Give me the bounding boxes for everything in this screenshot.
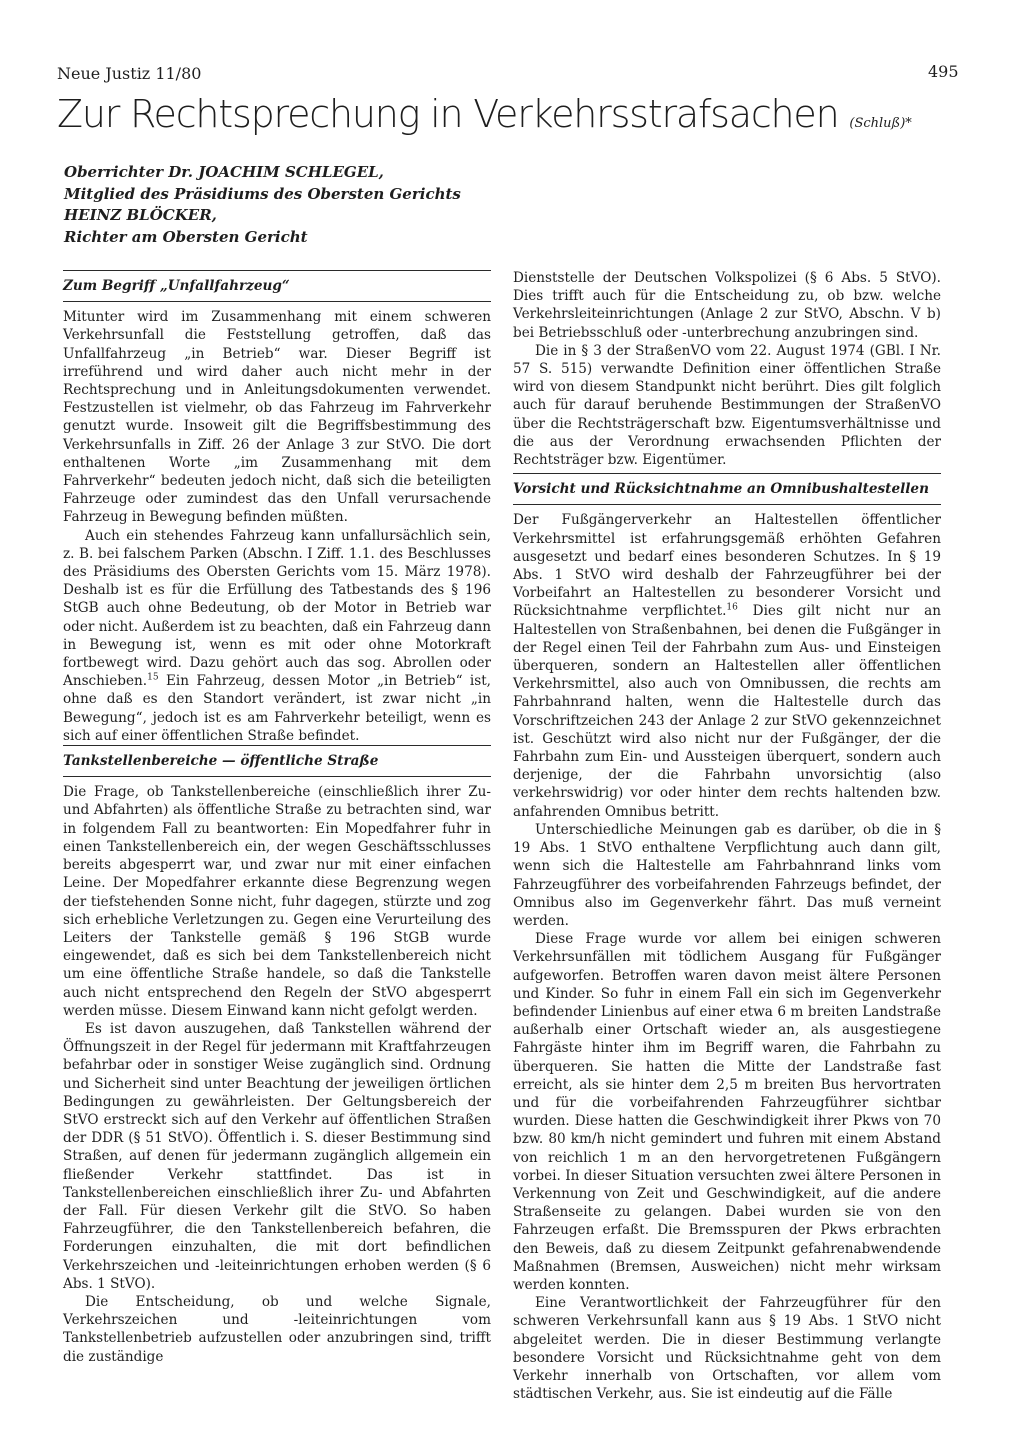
author-line: HEINZ BLÖCKER, bbox=[64, 206, 217, 224]
section-rule bbox=[63, 745, 491, 746]
page-number: 495 bbox=[928, 62, 959, 81]
author-line: Oberrichter Dr. JOACHIM SCHLEGEL, bbox=[64, 163, 384, 181]
paragraph: Die in § 3 der StraßenVO vom 22. August 1974 (GBl. I Nr. 57 S. 515) verwandte Definition einer öffentlichen Straße wird von diesem Standpunkt nicht berührt. Dies gilt folglich auch für darauf beruhende Bestimmungen der StraßenVO über die Rechtsträgerschaft bzw. Eigentumsverhältnisse und die aus der Verordnung erwachsenden Pflichten der Rechtsträger bzw. Eigentümer. bbox=[513, 342, 941, 469]
paragraph-text: Der Fußgängerverkehr an Haltestellen öffentlicher Verkehrsmittel ist erfahrungsgemäß erhöhten Gefahren ausgesetzt und bedarf eines besonderen Schutzes. In § 19 Abs. 1 StVO wird deshalb der Fahrzeugführer bei der Vorbeifahrt an Haltestellen zu besonderer Vorsicht und Rücksichtnahme verpflichtet. bbox=[513, 512, 941, 620]
section-rule bbox=[63, 270, 491, 271]
paragraph: Eine Verantwortlichkeit der Fahrzeugführer für den schweren Verkehrsunfall kann aus § 19 Abs. 1 StVO nicht abgeleitet werden. Die in dieser Bestimmung verlangte besondere Vorsicht und Rücksichtnahme geht von dem Verkehr innerhalb von Ortschaften, vor allem vom städtischen Verkehr, aus. Sie ist eindeutig auf die Fälle bbox=[513, 1295, 941, 1403]
author-line: Mitglied des Präsidiums des Obersten Gerichts bbox=[64, 184, 461, 203]
paragraph-text: Dies gilt nicht nur an Haltestellen von Straßenbahnen, bei denen die Fußgänger in der Regel einen Teil der Fahrbahn zum Aus- und Einsteigen überqueren, sondern an Haltestellen aller öffentlichen Verkehrsmittel, also auch von Omnibussen, die rechts am Fahrbahnrand halten, wenn die Haltestelle durch das Vorschriftzeichen 243 der Anlage 2 zur StVO gekennzeichnet ist. Geschützt wird also nicht nur der Fußgänger, der die Fahrbahn zum Ein- und Aussteigen überquert, sondern auch derjenige, der die Fahrbahn unvorsichtig (also verkehrswidrig) vor oder hinter dem rechts haltenden bzw. anfahrenden Omnibus betritt. bbox=[513, 603, 941, 820]
paragraph bbox=[63, 527, 491, 745]
paragraph: Es ist davon auszugehen, daß Tankstellen während der Öffnungszeit in der Regel für jedermann mit Kraftfahrzeugen befahrbar oder in sonstiger Weise zugänglich sind. Ordnung und Sicherheit sind unter Beachtung der jeweiligen örtlichen Bedingungen zu gewährleisten. Der Geltungsbereich der StVO erstreckt sich auf den Verkehr auf öffentlichen Straßen der DDR (§ 51 StVO). Öffentlich i. S. dieser Bestimmung sind Straßen, auf denen für jedermann zugänglich allgemein ein fließender Verkehr stattfindet. Das ist in Tankstellenbereichen einschließlich ihrer Zu- und Abfahrten der Fall. Für diesen Verkehr gilt die StVO. So haben Fahrzeugführer, die den Tankstellenbereich befahren, die Forderungen einzuhalten, die mit dort befindlichen Verkehrszeichen und -leiteinrichtungen erhoben werden (§ 6 Abs. 1 StVO). bbox=[63, 1020, 491, 1292]
paragraph: Diese Frage wurde vor allem bei einigen schweren Verkehrsunfällen mit tödlichem Ausgang für Fußgänger aufgeworfen. Betroffen waren davon meist ältere Personen und Kinder. So fuhr in einem Fall ein sich im Gegenverkehr befindender Linienbus auf einer etwa 6 m breiten Landstraße außerhalb einer Ortschaft wieder an, als ausgestiegene Fahrgäste hinter ihm im Begriff waren, die Fahrbahn zu überqueren. Sie hatten die Mitte der Landstraße fast erreicht, als sie hinter dem 2,5 m breiten Bus hervortraten und für die vorbeifahrenden Fahrzeugführer sichtbar wurden. Diese hatten die Geschwindigkeit ihrer Pkws von 70 bzw. 80 km/h nicht gemindert und fuhren mit einem Abstand von reichlich 1 m an den hervorgetretenen Fußgängern vorbei. In dieser Situation versuchten zwei ältere Personen in Verkennung von Zeit und Geschwindigkeit, auf die andere Straßenseite zu gelangen. Dabei wurden sie von den Fahrzeugen erfaßt. Die Bremsspuren der Pkws erbrachten den Beweis, daß zu diesem Zeitpunkt gefahrenabwendende Maßnahmen (Bremsen, Ausweichen) nicht mehr wirksam werden konnten. bbox=[513, 931, 941, 1293]
section-heading: Tankstellenbereiche — öffentliche Straße bbox=[63, 753, 379, 770]
paragraph-text: Ein Fahrzeug, dessen Motor „in Betrieb“ ist, ohne daß es den Standort verändert, ist zwar nicht „in Bewegung“, jedoch ist es am Fahrverkehr beteiligt, wenn es sich auf einer öffentlichen Straße befindet. bbox=[63, 673, 491, 744]
author-block bbox=[64, 162, 461, 248]
paragraph bbox=[513, 511, 941, 820]
title-main: Zur Rechtsprechung in Verkehrsstrafsachen bbox=[57, 92, 839, 136]
footnote-ref: 15 bbox=[147, 672, 159, 683]
journal-header: Neue Justiz 11/80 bbox=[57, 64, 202, 83]
right-column bbox=[513, 269, 941, 1403]
article-title bbox=[57, 92, 987, 136]
paragraph: Die Entscheidung, ob und welche Signale, Verkehrszeichen und -leiteinrichtungen vom Tankstellenbetrieb aufzustellen oder anzubringen sind, trifft die zuständige bbox=[63, 1293, 491, 1365]
author-line: Richter am Obersten Gericht bbox=[64, 227, 308, 246]
paragraph: Dienststelle der Deutschen Volkspolizei (§ 6 Abs. 5 StVO). Dies trifft auch für die Entscheidung zu, ob bzw. welche Verkehrsleiteinrichtungen (Anlage 2 zur StVO, Abschn. V b) bei Betriebsschluß oder -unterbrechung anzubringen sind. bbox=[513, 270, 941, 341]
paragraph-text: Auch ein stehendes Fahrzeug kann unfallursächlich sein, z. B. bei falschem Parken (Abschn. I Ziff. 1.1. des Beschlusses des Präsidiums des Obersten Gerichts vom 15. März 1978). Deshalb ist es für die Erfüllung des Tatbestands des § 196 StGB auch ohne Bedeutung, ob der Motor in Betrieb war oder nicht. Außerdem ist zu beachten, daß ein Fahrzeug dann in Bewegung ist, wenn es mit oder ohne Motorkraft fortbewegt wird. Dazu gehört auch das sog. Abrollen oder Anschieben. bbox=[63, 527, 491, 690]
section-heading: Vorsicht und Rücksichtnahme an Omnibushaltestellen bbox=[513, 481, 929, 498]
section-heading: Zum Begriff „Unfallfahrzeug“ bbox=[63, 278, 290, 294]
title-suffix: (Schluß)* bbox=[849, 116, 912, 131]
section-rule bbox=[513, 473, 941, 474]
left-column bbox=[63, 270, 491, 1366]
paragraph: Mitunter wird im Zusammenhang mit einem schweren Verkehrsunfall die Feststellung getroffen, daß das Unfallfahrzeug „in Betrieb“ war. Dieser Begriff ist irreführend und wird daher auch nicht mehr in der Rechtsprechung und in Anleitungsdokumenten verwendet. Festzustellen ist vielmehr, ob das Fahrzeug im Fahrverkehr genutzt wurde. Insoweit gilt die Begriffsbestimmung des Verkehrsunfalls in Ziff. 26 der Anlage 3 zur StVO. Die dort enthaltenen Worte „im Zusammenhang mit dem Fahrverkehr“ bedeuten jedoch nicht, daß sich die beteiligten Fahrzeuge oder zumindest das den Unfall verursachende Fahrzeug in Bewegung befinden müßten. bbox=[63, 309, 491, 526]
paragraph: Die Frage, ob Tankstellenbereiche (einschließlich ihrer Zu- und Abfahrten) als öffentliche Straße zu betrachten sind, war in folgendem Fall zu beantworten: Ein Mopedfahrer fuhr in einen Tankstellenbereich ein, der wegen Geschäftsschlusses bereits abgesperrt war, und zwar nur mit einer einfachen Leine. Der Mopedfahrer erkannte diese Begrenzung wegen der tiefstehenden Sonne nicht, fuhr dagegen, stürzte und zog sich erhebliche Verletzungen zu. Gegen eine Verurteilung des Leiters der Tankstelle gemäß § 196 StGB wurde eingewendet, daß es sich bei dem Tankstellenbereich nicht um eine öffentliche Straße handele, so daß die Tankstelle auch nicht entsprechend den Regeln der StVO abgesperrt werden müsse. Diesem Einwand kann nicht gefolgt werden. bbox=[63, 784, 491, 1019]
paragraph: Unterschiedliche Meinungen gab es darüber, ob die in § 19 Abs. 1 StVO enthaltene Verpflichtung auch dann gilt, wenn sich die Haltestelle am Fahrbahnrand links vom Fahrzeugführer des vorbeifahrenden Fahrzeugs befindet, der Omnibus also im Gegenverkehr fährt. Das muß verneint werden. bbox=[513, 821, 941, 929]
footnote-ref: 16 bbox=[726, 602, 738, 613]
